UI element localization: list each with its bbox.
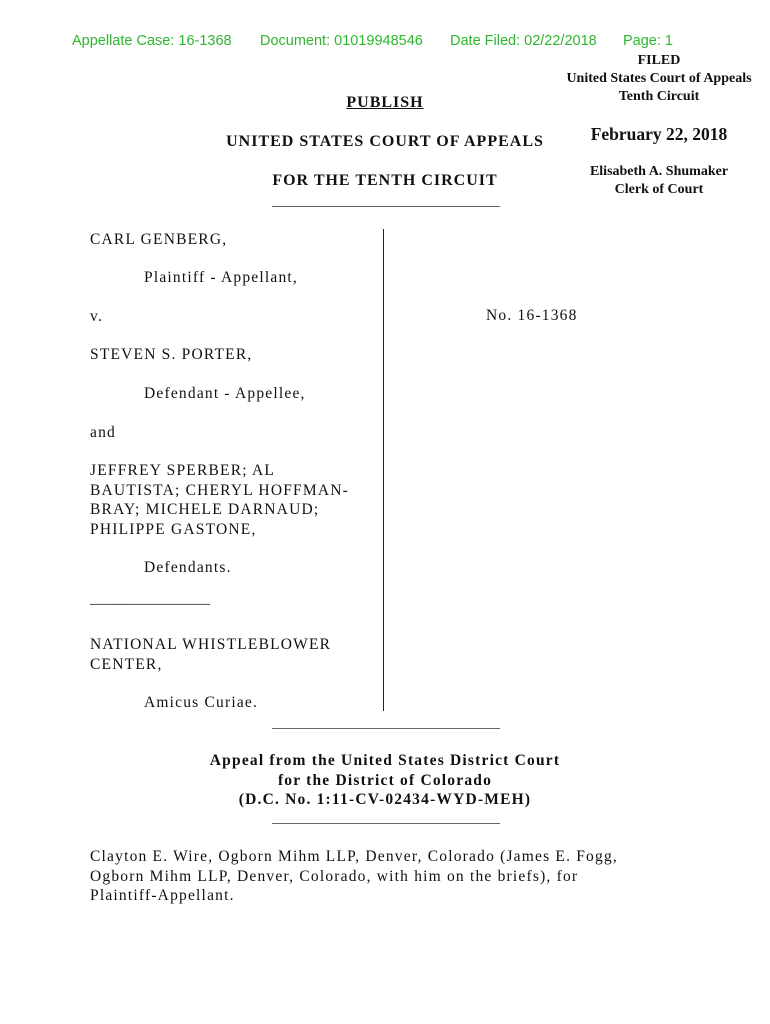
appeal-line-2: for the District of Colorado bbox=[277, 771, 493, 789]
amicus-name bbox=[90, 635, 331, 674]
amicus-line: CENTER, bbox=[90, 655, 163, 673]
clerk-title: Clerk of Court bbox=[614, 182, 704, 197]
header-page: Page: 1 bbox=[623, 33, 673, 49]
filed-stamp bbox=[548, 52, 770, 106]
counsel-paragraph bbox=[90, 847, 730, 906]
counsel-line: Ogborn Mihm LLP, Denver, Colorado, with him on the briefs), for bbox=[90, 867, 579, 885]
header-document-number: Document: 01019948546 bbox=[260, 33, 423, 49]
appeal-line-1: Appeal from the United States District Court bbox=[209, 752, 561, 769]
other-defendants-line: BAUTISTA; CHERYL HOFFMAN- bbox=[90, 481, 349, 499]
versus: v. bbox=[90, 308, 104, 325]
header-case-number: Appellate Case: 16-1368 bbox=[72, 33, 232, 49]
and-conjunction: and bbox=[90, 424, 116, 441]
caption-separator: –––––––––––––––– bbox=[90, 596, 210, 612]
other-defendants-line: BRAY; MICHELE DARNAUD; bbox=[90, 501, 320, 518]
defendant-name: STEVEN S. PORTER, bbox=[90, 346, 253, 363]
caption-rule bbox=[272, 728, 500, 729]
clerk-name: Elisabeth A. Shumaker bbox=[589, 164, 729, 179]
case-number: No. 16-1368 bbox=[486, 307, 578, 324]
caption-divider bbox=[383, 229, 384, 711]
filed-circuit: Tenth Circuit bbox=[618, 89, 700, 104]
amicus-role: Amicus Curiae. bbox=[144, 694, 259, 711]
other-defendants-line: PHILIPPE GASTONE, bbox=[90, 520, 257, 538]
appeal-line-3: (D.C. No. 1:11-CV-02434-WYD-MEH) bbox=[238, 791, 532, 808]
title-rule bbox=[272, 206, 500, 207]
appeal-rule bbox=[272, 823, 500, 824]
filed-label: FILED bbox=[637, 53, 681, 68]
counsel-line: Clayton E. Wire, Ogborn Mihm LLP, Denver, Colorado (James E. Fogg, bbox=[90, 848, 618, 865]
other-defendants-line: JEFFREY SPERBER; AL bbox=[90, 462, 276, 479]
plaintiff-role: Plaintiff - Appellant, bbox=[144, 269, 298, 286]
filed-court: United States Court of Appeals bbox=[566, 71, 752, 86]
plaintiff-name: CARL GENBERG, bbox=[90, 231, 228, 248]
other-defendants bbox=[90, 461, 349, 539]
appeal-block bbox=[150, 751, 620, 810]
clerk-block bbox=[548, 163, 770, 199]
defendant-role: Defendant - Appellee, bbox=[144, 385, 306, 402]
court-heading: UNITED STATES COURT OF APPEALS bbox=[226, 133, 544, 150]
publish-heading: PUBLISH bbox=[346, 94, 424, 111]
filed-date: February 22, 2018 bbox=[590, 124, 728, 144]
header-date-filed: Date Filed: 02/22/2018 bbox=[450, 33, 597, 49]
amicus-line: NATIONAL WHISTLEBLOWER bbox=[90, 636, 332, 653]
other-defendants-role: Defendants. bbox=[144, 559, 232, 576]
circuit-heading: FOR THE TENTH CIRCUIT bbox=[272, 172, 498, 189]
counsel-line: Plaintiff-Appellant. bbox=[90, 887, 235, 904]
